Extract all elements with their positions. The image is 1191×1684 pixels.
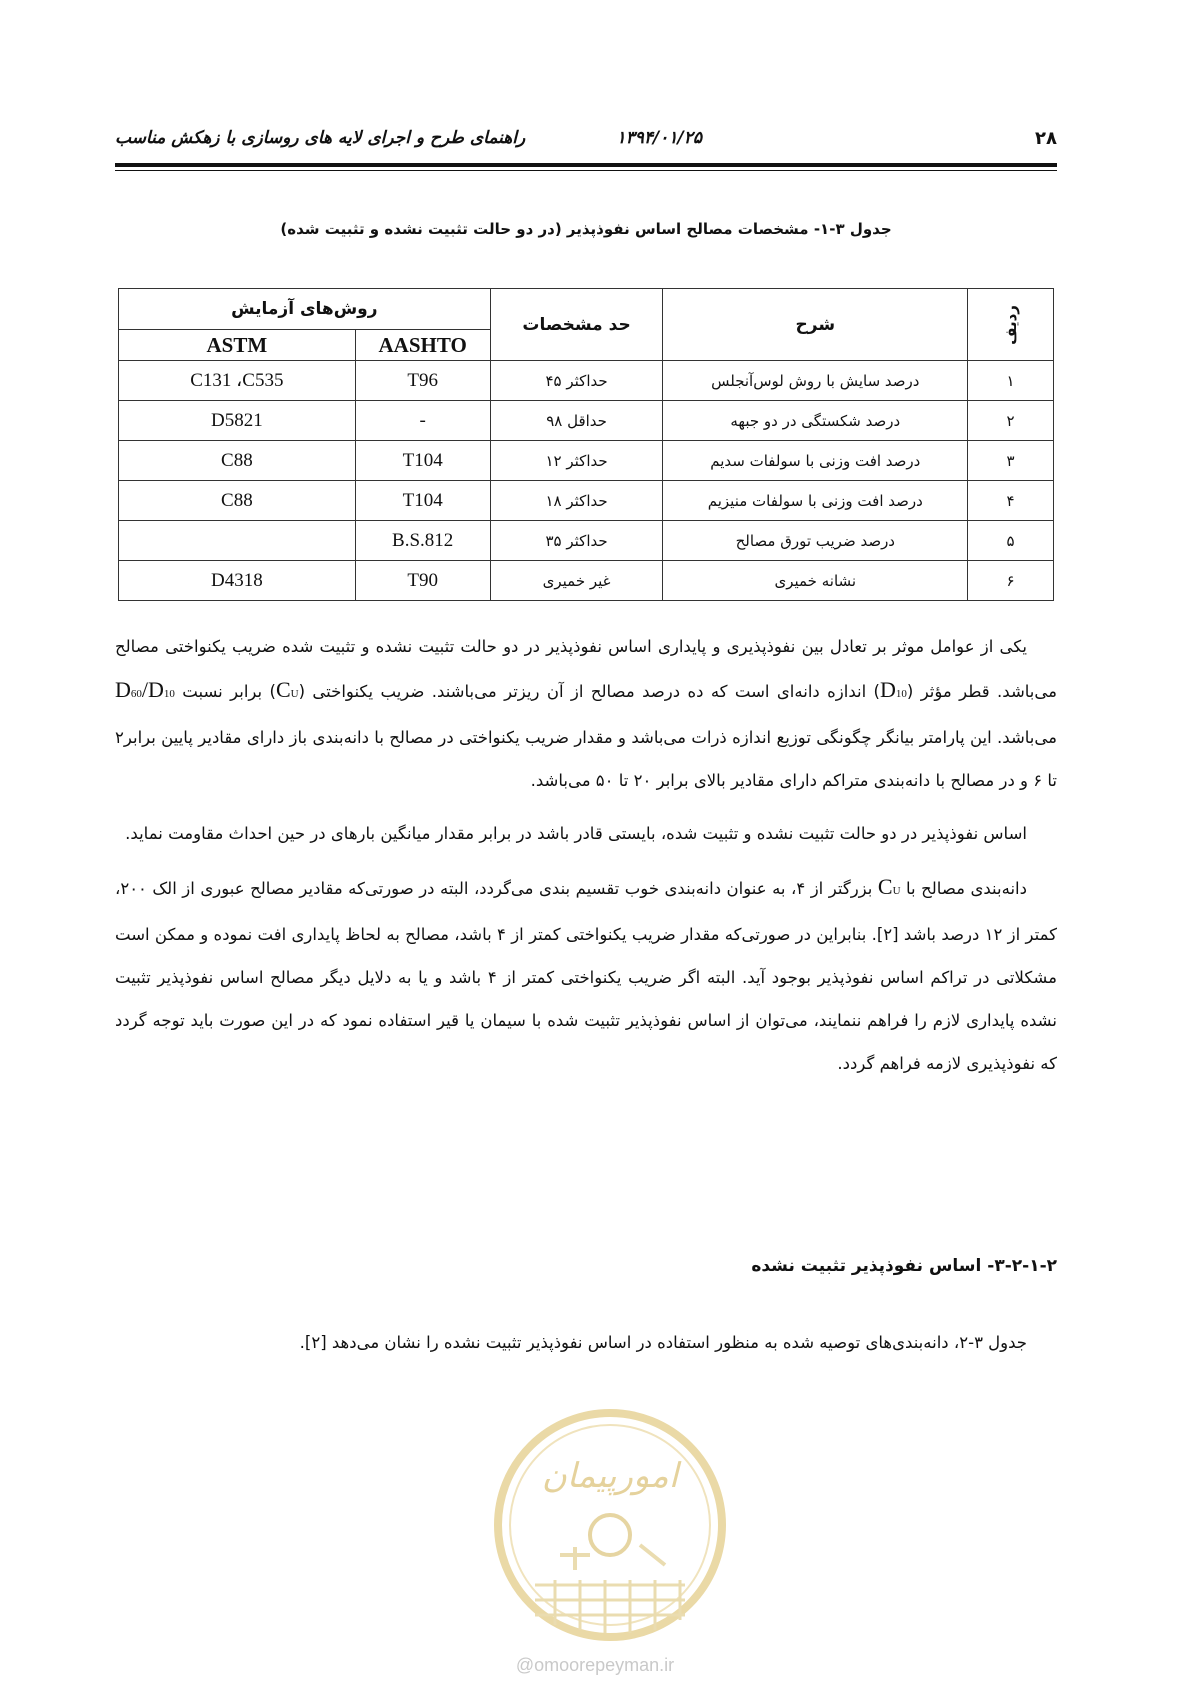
cell-no: ۲ [968, 401, 1054, 441]
cell-limit: حداکثر ۱۸ [490, 481, 663, 521]
header-rule-thin [115, 170, 1057, 171]
cell-limit: حداکثر ۳۵ [490, 521, 663, 561]
cell-limit: حداکثر ۴۵ [490, 361, 663, 401]
page-header [115, 128, 1057, 152]
cell-no: ۵ [968, 521, 1054, 561]
watermark-logo [490, 1405, 730, 1645]
header-astm: ASTM [119, 330, 356, 361]
table-row [119, 481, 1054, 521]
header-date: ۱۳۹۴/۰۱/۲۵ [616, 128, 702, 148]
cell-astm: C88 [119, 481, 356, 521]
cell-aashto: T104 [355, 441, 490, 481]
table-row [119, 561, 1054, 601]
cell-desc: درصد سایش با روش لوس‌آنجلس [663, 361, 968, 401]
table-row [119, 441, 1054, 481]
table-caption: جدول ۳-۱- مشخصات مصالح اساس نفوذپذیر (در دو حالت تثبیت نشده و تثبیت شده) [280, 220, 892, 238]
spec-table [118, 288, 1054, 601]
paragraph-1: یکی از عوامل موثر بر تعادل بین نفوذپذیری و پایداری اساس نفوذپذیر در دو حالت تثبیت نشده و تثبیت شده ضریب یکنواختی مصالح می‌باشد. قطر مؤثر (D10) اندازه دانه‌ای است که ده درصد مصالح از آن ریزتر می‌باشند. ضریب یکنواختی (CU) برابر نسبت D60/D10 می‌باشد. این پارامتر بیانگر چگونگی توزیع اندازه ذرات می‌باشد و مقدار ضریب یکنواختی در مصالح با دانه‌بندی باز دارای مقادیر پایین برابر۲ تا ۶ و در مصالح با دانه‌بندی متراکم دارای مقادیر بالای برابر ۲۰ تا ۵۰ می‌باشد. [115, 637, 1057, 790]
cell-aashto: T104 [355, 481, 490, 521]
header-title: راهنمای طرح و اجرای لایه های روسازی با زهکش مناسب [115, 128, 526, 148]
cell-desc: درصد ضریب تورق مصالح [663, 521, 968, 561]
header-rule-thick [115, 163, 1057, 167]
cell-astm: C131 ،C535 [119, 361, 356, 401]
cell-limit: حداکثر ۱۲ [490, 441, 663, 481]
cell-limit: حداقل ۹۸ [490, 401, 663, 441]
cell-desc: درصد شکستگی در دو جبهه [663, 401, 968, 441]
cell-aashto: B.S.812 [355, 521, 490, 561]
header-desc: شرح [663, 289, 968, 361]
table-row [119, 361, 1054, 401]
cell-no: ۴ [968, 481, 1054, 521]
cell-aashto: - [355, 401, 490, 441]
cell-desc: نشانه خمیری [663, 561, 968, 601]
table-row [119, 401, 1054, 441]
cell-no: ۱ [968, 361, 1054, 401]
cell-limit: غیر خمیری [490, 561, 663, 601]
watermark-site: @omoorepeyman.ir [515, 1655, 675, 1675]
header-aashto: AASHTO [355, 330, 490, 361]
header-row-no: ردیف [968, 289, 1054, 361]
svg-text:امورپیمان: امورپیمان [541, 1456, 679, 1496]
cell-no: ۶ [968, 561, 1054, 601]
header-test-methods: روش‌های آزمایش [119, 289, 491, 330]
table-reference-line: جدول ۳-۲، دانه‌بندی‌های توصیه شده به منظور استفاده در اساس نفوذپذیر تثبیت نشده را نشان می‌دهد [۲]. [299, 1333, 1027, 1352]
paragraph-3: دانه‌بندی مصالح با CU بزرگتر از ۴، به عنوان دانه‌بندی خوب تقسیم بندی می‌گردد، البته در صورتی‌که مقادیر مصالح عبوری از الک ۲۰۰، کمتر از ۱۲ درصد باشد [۲]. بنابراین در صورتی‌که مقدار ضریب یکنواختی کمتر از ۴ باشد، مصالح به لحاظ پایداری افت نموده و ممکن است مشکلاتی در تراکم اساس نفوذپذیر بوجود آید. البته اگر ضریب یکنواختی کمتر از ۴ باشد و یا به دلایل دیگر مصالح اساس نفوذپذیر تثبیت نشده پایداری لازم را فراهم ننمایند، می‌توان از اساس نفوذپذیر تثبیت شده با سیمان یا قیر استفاده نمود که در این صورت باید توجه گردد که نفوذپذیری لازمه فراهم گردد. [115, 874, 1057, 1073]
header-limit: حد مشخصات [490, 289, 663, 361]
cell-astm [119, 521, 356, 561]
cell-desc: درصد افت وزنی با سولفات منیزیم [663, 481, 968, 521]
page-number: ۲۸ [1035, 128, 1057, 149]
cell-aashto: T90 [355, 561, 490, 601]
cell-astm: C88 [119, 441, 356, 481]
section-heading: ۳-۲-۱-۲- اساس نفوذپذیر تثبیت نشده [751, 1256, 1057, 1276]
table-row [119, 521, 1054, 561]
cell-astm: D5821 [119, 401, 356, 441]
paragraph-2: اساس نفوذپذیر در دو حالت تثبیت نشده و تثبیت شده، بایستی قادر باشد در برابر مقدار میانگین بارهای در حین احداث مقاومت نماید. [125, 824, 1027, 843]
body-text [115, 625, 1057, 1095]
cell-desc: درصد افت وزنی با سولفات سدیم [663, 441, 968, 481]
cell-astm: D4318 [119, 561, 356, 601]
cell-no: ۳ [968, 441, 1054, 481]
cell-aashto: T96 [355, 361, 490, 401]
